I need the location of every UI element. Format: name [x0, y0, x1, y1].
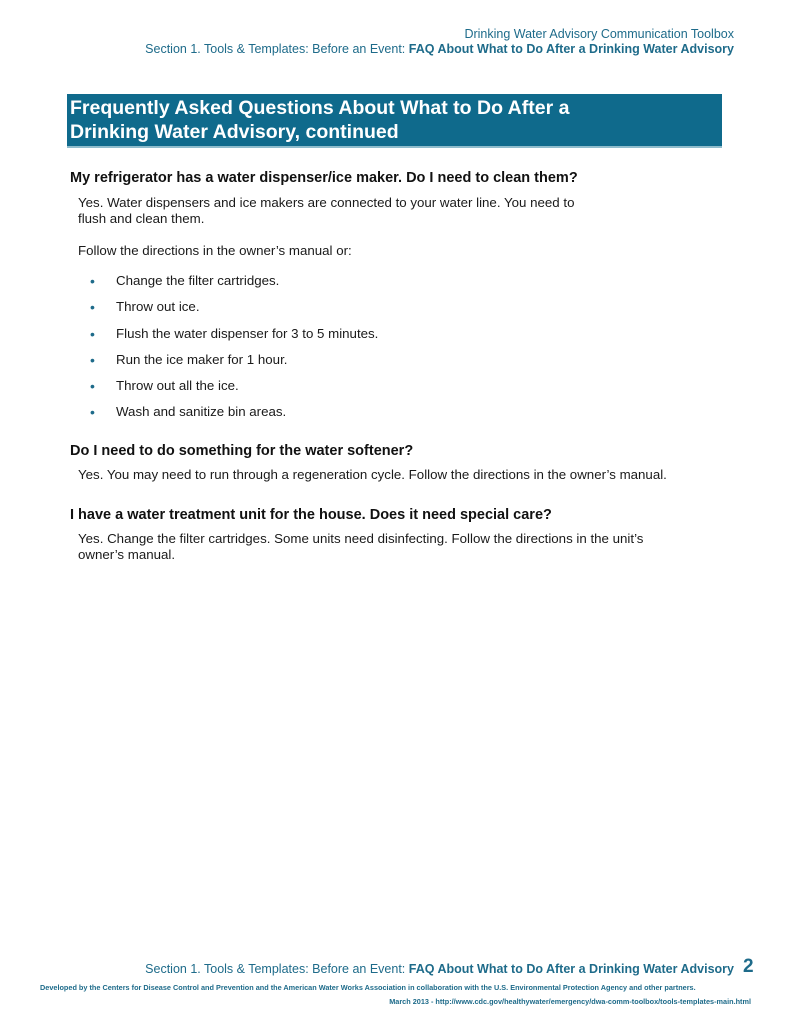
footer-section-prefix: Section 1. Tools & Templates: Before an Event: [145, 962, 406, 976]
list-item-text: Flush the water dispenser for 3 to 5 minutes. [116, 325, 379, 341]
footer-section-title: FAQ About What to Do After a Drinking Water Advisory [408, 962, 734, 976]
list-item-text: Wash and sanitize bin areas. [116, 404, 287, 420]
list-item-text: Change the filter cartridges. [116, 273, 280, 288]
faq-bullet-list [90, 272, 378, 430]
bullet-icon: • [90, 299, 95, 316]
faq-answer-1-line2: flush and clean them. [78, 211, 205, 226]
list-item [90, 272, 378, 298]
list-item-text: Throw out all the ice. [116, 378, 239, 394]
faq-question-2: Do I need to do something for the water softener? [70, 443, 414, 459]
page-title [70, 96, 690, 144]
faq-answer-1 [78, 195, 574, 227]
page-number: 2 [743, 956, 754, 977]
footer-section-line [145, 962, 734, 976]
bullet-icon: • [90, 325, 95, 342]
bullet-icon: • [90, 404, 95, 421]
faq-answer-2-line1: Yes. You may need to run through a regeneration cycle. Follow the directions in the owner’s manual. [78, 467, 667, 482]
faq-answer-1-line1: Yes. Water dispensers and ice makers are connected to your water line. You need to [78, 195, 575, 210]
faq-question-1: My refrigerator has a water dispenser/ice maker. Do I need to clean them? [70, 170, 578, 186]
list-item [90, 351, 378, 377]
header-section-title: FAQ About What to Do After a Drinking Water Advisory [408, 42, 734, 56]
footer-date-url: March 2013 - http://www.cdc.gov/healthywater/emergency/dwa-comm-toolbox/tools-templates-main.html [389, 997, 751, 1006]
footer-developed-by: Developed by the Centers for Disease Control and Prevention and the American Water Works Association in collaboration with the U.S. Environmental Protection Agency and other partners. [40, 983, 696, 992]
page-title-line2: Drinking Water Advisory, continued [70, 121, 399, 143]
list-item-text: Run the ice maker for 1 hour. [116, 351, 288, 367]
faq-answer-1-intro: Follow the directions in the owner’s manual or: [78, 243, 352, 258]
header-section-prefix: Section 1. Tools & Templates: Before an Event: [145, 42, 406, 56]
list-item [90, 298, 378, 324]
list-item [90, 325, 378, 351]
bullet-icon: • [90, 351, 95, 368]
list-item [90, 377, 378, 403]
faq-answer-3-line1: Yes. Change the filter cartridges. Some units need disinfecting. Follow the directions in the unit’s [78, 531, 644, 546]
list-item [90, 403, 378, 429]
faq-answer-3-line2: owner’s manual. [78, 547, 176, 562]
faq-question-3: I have a water treatment unit for the house. Does it need special care? [70, 507, 552, 523]
header-section-line [145, 42, 734, 56]
page-title-line1: Frequently Asked Questions About What to Do After a [70, 97, 570, 119]
faq-answer-3 [78, 531, 643, 563]
bullet-icon: • [90, 378, 95, 395]
title-banner [67, 94, 722, 148]
header-toolbox-title: Drinking Water Advisory Communication Toolbox [464, 27, 734, 41]
faq-answer-2 [78, 467, 667, 483]
bullet-icon: • [90, 273, 95, 289]
list-item-text: Throw out ice. [116, 299, 200, 315]
